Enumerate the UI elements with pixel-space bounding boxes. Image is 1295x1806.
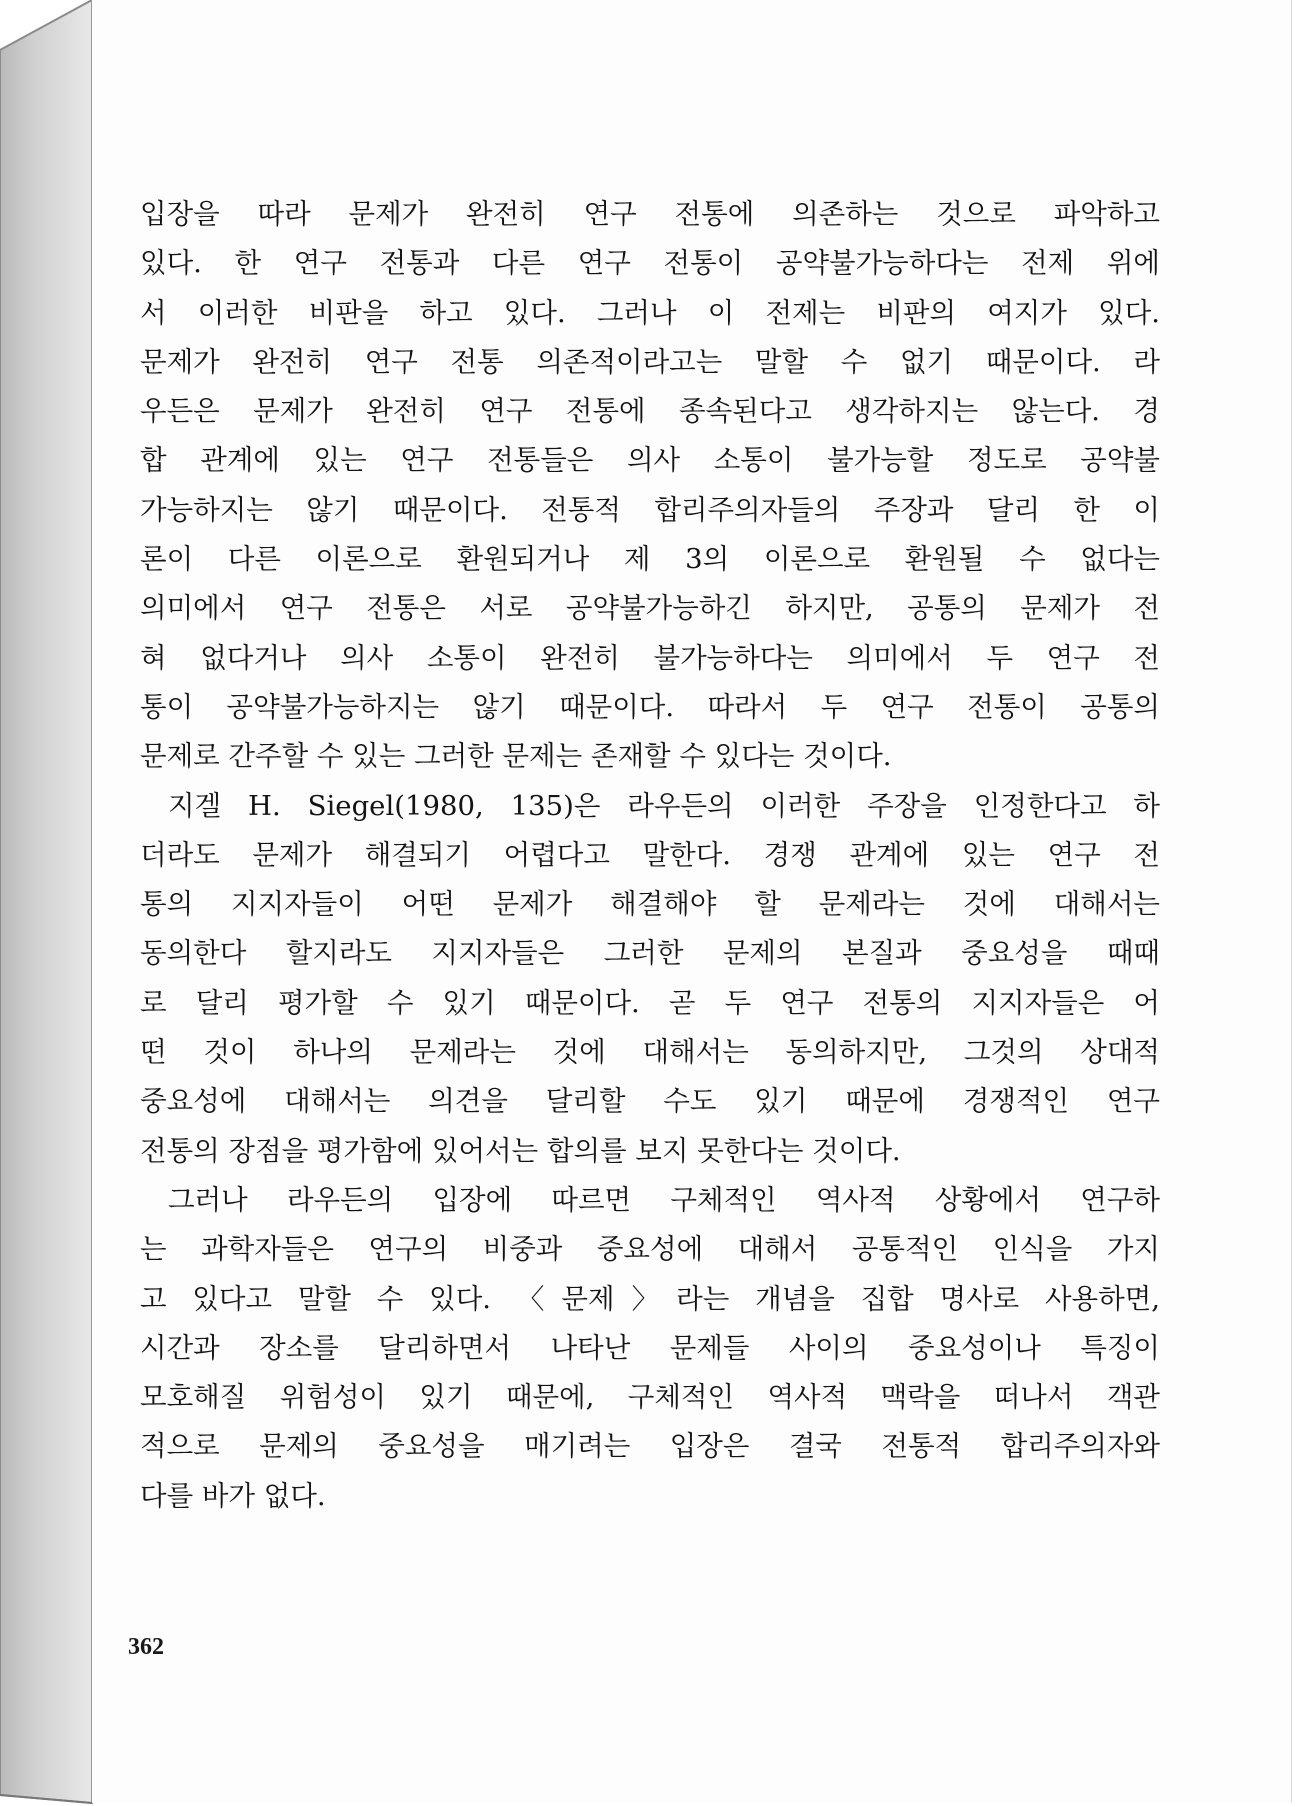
text-line: 고 있다고 말할 수 있다. 〈문제〉라는 개념을 집합 명사로 사용하면, — [140, 1282, 1160, 1315]
paragraph-2 — [140, 782, 1160, 1176]
text-line: 우든은 문제가 완전히 연구 전통에 종속된다고 생각하지는 않는다. 경 — [140, 395, 1160, 428]
text-line: 문제로 간주할 수 있는 그러한 문제는 존재할 수 있다는 것이다. — [140, 740, 892, 773]
text-line: 다를 바가 없다. — [140, 1479, 326, 1512]
text-line: 문제가 완전히 연구 전통 의존적이라고는 말할 수 없기 때문이다. 라 — [140, 345, 1160, 378]
text-line: 있다. 한 연구 전통과 다른 연구 전통이 공약불가능하다는 전제 위에 — [140, 247, 1160, 280]
text-line: 떤 것이 하나의 문제라는 것에 대해서는 동의하지만, 그것의 상대적 — [140, 1036, 1160, 1069]
body-text — [140, 190, 1160, 1521]
text-line: 로 달리 평가할 수 있기 때문이다. 곧 두 연구 전통의 지지자들은 어 — [140, 986, 1160, 1019]
text-line: 가능하지는 않기 때문이다. 전통적 합리주의자들의 주장과 달리 한 이 — [140, 493, 1160, 526]
paragraph-1 — [140, 190, 1160, 782]
text-line: 중요성에 대해서는 의견을 달리할 수도 있기 때문에 경쟁적인 연구 — [140, 1085, 1160, 1118]
text-line: 통의 지지자들이 어떤 문제가 해결해야 할 문제라는 것에 대해서는 — [140, 888, 1160, 921]
text-line: 전통의 장점을 평가함에 있어서는 합의를 보지 못한다는 것이다. — [140, 1134, 901, 1167]
text-line: 입장을 따라 문제가 완전히 연구 전통에 의존하는 것으로 파악하고 — [140, 198, 1160, 230]
text-line: 통이 공약불가능하지는 않기 때문이다. 따라서 두 연구 전통이 공통의 — [140, 690, 1160, 723]
text-line: 혀 없다거나 의사 소통이 완전히 불가능하다는 의미에서 두 연구 전 — [140, 641, 1160, 674]
paragraph-3 — [140, 1176, 1160, 1521]
text-line: 적으로 문제의 중요성을 매기려는 입장은 결국 전통적 합리주의자와 — [140, 1430, 1160, 1463]
text-line: 그러나 라우든의 입장에 따르면 구체적인 역사적 상황에서 연구하 — [168, 1183, 1160, 1216]
text-line: 서 이러한 비판을 하고 있다. 그러나 이 전제는 비판의 여지가 있다. — [140, 296, 1160, 329]
text-line: 동의한다 할지라도 지지자들은 그러한 문제의 본질과 중요성을 때때 — [140, 937, 1160, 970]
text-line: 더라도 문제가 해결되기 어렵다고 말한다. 경쟁 관계에 있는 연구 전 — [140, 838, 1160, 871]
text-line: 의미에서 연구 전통은 서로 공약불가능하긴 하지만, 공통의 문제가 전 — [140, 592, 1160, 625]
text-line: 론이 다른 이론으로 환원되거나 제 3의 이론으로 환원될 수 없다는 — [140, 543, 1160, 576]
text-line: 합 관계에 있는 연구 전통들은 의사 소통이 불가능할 정도로 공약불 — [140, 444, 1160, 477]
page-number: 362 — [128, 1634, 164, 1660]
text-line: 모호해질 위험성이 있기 때문에, 구체적인 역사적 맥락을 떠나서 객관 — [140, 1381, 1160, 1414]
text-line: 는 과학자들은 연구의 비중과 중요성에 대해서 공통적인 인식을 가지 — [140, 1233, 1160, 1266]
text-line: 시간과 장소를 달리하면서 나타난 문제들 사이의 중요성이나 특징이 — [140, 1331, 1160, 1364]
text-line: 지겔 H. Siegel(1980, 135)은 라우든의 이러한 주장을 인정한다고 하 — [168, 789, 1160, 822]
